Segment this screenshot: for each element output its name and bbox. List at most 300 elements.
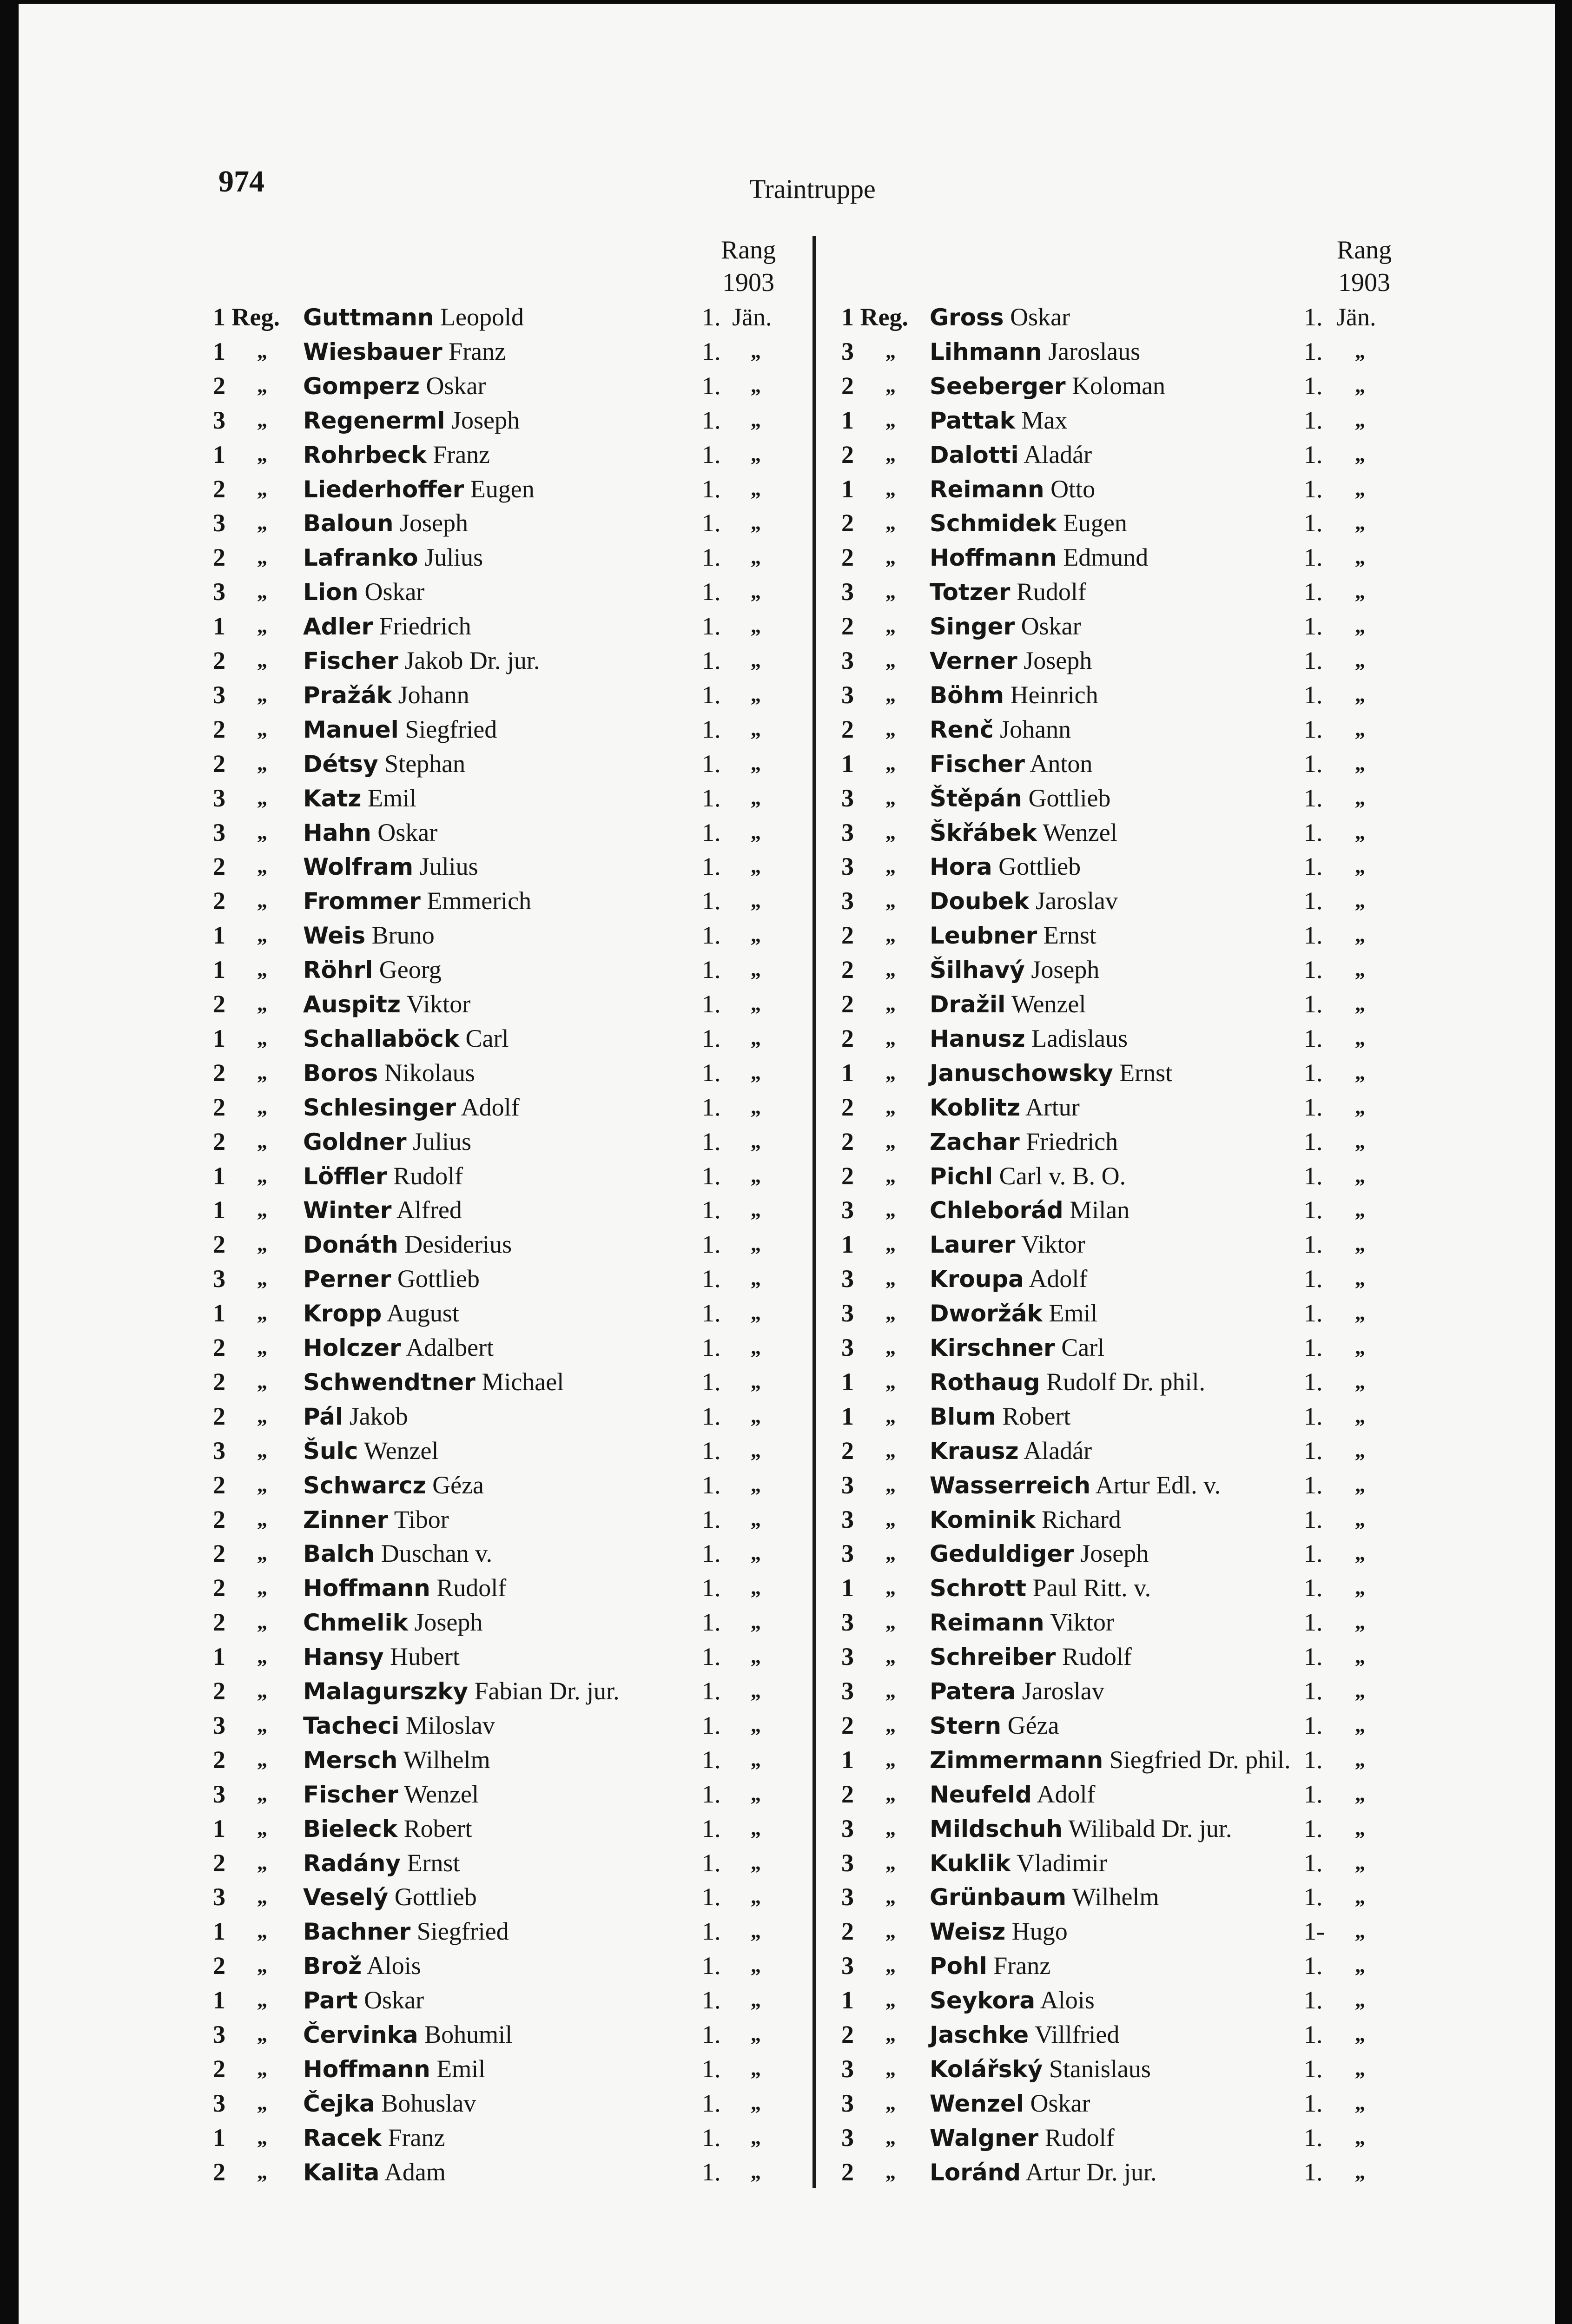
rank-day: 1. bbox=[702, 1780, 721, 1808]
regiment-number: 3 bbox=[213, 1780, 225, 1808]
officer-name bbox=[930, 1777, 1095, 1812]
regiment-number: 3 bbox=[841, 1265, 854, 1293]
ditto-mark: „ bbox=[1355, 1061, 1365, 1084]
ditto-mark: „ bbox=[1355, 1542, 1365, 1565]
given-name: Oskar bbox=[377, 818, 438, 846]
ditto-mark: „ bbox=[257, 1267, 267, 1290]
surname: Čejka bbox=[303, 2090, 375, 2117]
ditto-mark: „ bbox=[885, 1267, 896, 1290]
officer-name bbox=[930, 1330, 1104, 1365]
ditto-mark: „ bbox=[257, 1645, 267, 1668]
given-name: Jaroslav bbox=[1022, 1677, 1104, 1705]
register-row bbox=[19, 746, 1552, 781]
given-name: Géza bbox=[1007, 1711, 1059, 1739]
regiment-number: 1 Reg. bbox=[841, 303, 908, 331]
ditto-mark: „ bbox=[885, 1336, 896, 1359]
officer-name bbox=[930, 781, 1110, 816]
ditto-mark: „ bbox=[257, 717, 267, 740]
ditto-mark: „ bbox=[885, 683, 896, 706]
ditto-mark: „ bbox=[1355, 442, 1365, 466]
ditto-mark: „ bbox=[885, 820, 896, 844]
given-name: Franz bbox=[433, 440, 490, 469]
ditto-mark: „ bbox=[885, 1164, 896, 1187]
officer-name bbox=[930, 1227, 1085, 1262]
officer-name bbox=[930, 2086, 1090, 2121]
given-name: Robert bbox=[1002, 1402, 1071, 1430]
rank-month: Jän. bbox=[1336, 303, 1376, 331]
surname: Holczer bbox=[303, 1334, 401, 1361]
rank-day: 1. bbox=[702, 784, 721, 812]
surname: Manuel bbox=[303, 716, 399, 743]
rank-day: 1. bbox=[702, 1265, 721, 1293]
ditto-mark: „ bbox=[751, 2126, 761, 2149]
regiment-number: 3 bbox=[841, 1608, 854, 1637]
surname: Gross bbox=[930, 304, 1004, 331]
given-name: Rudolf Dr. phil. bbox=[1046, 1367, 1205, 1396]
officer-name bbox=[930, 1261, 1087, 1296]
regiment-number: 1 bbox=[213, 337, 225, 365]
surname: Bieleck bbox=[303, 1815, 398, 1842]
ditto-mark: „ bbox=[751, 1713, 761, 1736]
register-row bbox=[19, 815, 1552, 850]
officer-name bbox=[930, 1536, 1149, 1571]
ditto-mark: „ bbox=[885, 1782, 896, 1805]
ditto-mark: „ bbox=[751, 408, 761, 431]
register-row bbox=[19, 1914, 1552, 1948]
surname: Schallaböck bbox=[303, 1025, 460, 1052]
ditto-mark: „ bbox=[885, 1198, 896, 1221]
officer-name bbox=[930, 849, 1081, 884]
rank-day: 1. bbox=[702, 1952, 721, 1980]
rank-day: 1. bbox=[702, 371, 721, 400]
officer-name bbox=[930, 2052, 1151, 2086]
register-row bbox=[19, 781, 1552, 815]
surname: Kirschner bbox=[930, 1334, 1055, 1361]
ditto-mark: „ bbox=[885, 1954, 896, 1977]
ditto-mark: „ bbox=[257, 1816, 267, 1840]
officer-name bbox=[930, 884, 1118, 918]
ditto-mark: „ bbox=[257, 1164, 267, 1187]
given-name: Emil bbox=[1049, 1299, 1098, 1327]
regiment-number: 2 bbox=[213, 543, 225, 572]
ditto-mark: „ bbox=[751, 1026, 761, 1050]
ditto-mark: „ bbox=[257, 546, 267, 569]
regiment-number: 1 bbox=[841, 1367, 854, 1396]
rank-day: 1. bbox=[1304, 1677, 1323, 1705]
regiment-number: 2 bbox=[213, 1402, 225, 1430]
given-name: Vladimir bbox=[1016, 1849, 1107, 1877]
surname: Seykora bbox=[930, 1987, 1036, 2014]
given-name: Carl v. B. O. bbox=[999, 1162, 1126, 1190]
surname: Neufeld bbox=[930, 1781, 1032, 1808]
register-row bbox=[19, 1502, 1552, 1537]
given-name: Alois bbox=[366, 1952, 421, 1980]
regiment-number: 3 bbox=[213, 2089, 225, 2117]
ditto-mark: „ bbox=[1355, 477, 1365, 500]
rank-day: 1. bbox=[1304, 1574, 1323, 1602]
ditto-mark: „ bbox=[257, 442, 267, 466]
register-row bbox=[19, 540, 1552, 574]
regiment-number: 2 bbox=[841, 2020, 854, 2048]
given-name: Viktor bbox=[406, 990, 471, 1018]
ditto-mark: „ bbox=[1355, 1954, 1365, 1977]
ditto-mark: „ bbox=[751, 1061, 761, 1084]
given-name: Artur bbox=[1025, 1093, 1080, 1121]
given-name: Wenzel bbox=[1011, 990, 1086, 1018]
register-row bbox=[19, 1468, 1552, 1502]
regiment-number: 2 bbox=[213, 371, 225, 400]
register-row bbox=[19, 369, 1552, 403]
regiment-number: 1 bbox=[213, 921, 225, 950]
surname: Lihmann bbox=[930, 338, 1042, 365]
rank-header-label: Rang bbox=[1336, 236, 1392, 264]
ditto-mark: „ bbox=[885, 992, 896, 1015]
officer-name bbox=[930, 678, 1098, 713]
ditto-mark: „ bbox=[257, 477, 267, 500]
rank-day: 1. bbox=[702, 337, 721, 365]
given-name: Miloslav bbox=[405, 1711, 495, 1739]
ditto-mark: „ bbox=[751, 1473, 761, 1496]
given-name: Viktor bbox=[1050, 1608, 1114, 1637]
ditto-mark: „ bbox=[885, 546, 896, 569]
ditto-mark: „ bbox=[1355, 1198, 1365, 1221]
given-name: Milan bbox=[1070, 1196, 1130, 1224]
given-name: Rudolf bbox=[436, 1574, 507, 1602]
given-name: Gottlieb bbox=[1028, 784, 1111, 812]
given-name: Bruno bbox=[371, 921, 435, 950]
ditto-mark: „ bbox=[1355, 683, 1365, 706]
officer-name bbox=[930, 1124, 1118, 1159]
ditto-mark: „ bbox=[1355, 820, 1365, 844]
officer-name bbox=[930, 2155, 1157, 2190]
officer-name bbox=[930, 1502, 1121, 1537]
regiment-number: 2 bbox=[213, 749, 225, 778]
surname: Pohl bbox=[930, 1953, 987, 1980]
ditto-mark: „ bbox=[257, 511, 267, 535]
given-name: Ladislaus bbox=[1031, 1024, 1128, 1052]
rank-month: Jän. bbox=[732, 303, 772, 331]
ditto-mark: „ bbox=[885, 1473, 896, 1496]
ditto-mark: „ bbox=[1355, 580, 1365, 603]
given-name: Bohuslav bbox=[381, 2089, 476, 2117]
regiment-number: 2 bbox=[213, 1952, 225, 1980]
officer-name bbox=[930, 1605, 1114, 1640]
ditto-mark: „ bbox=[751, 1370, 761, 1393]
regiment-number: 2 bbox=[841, 1127, 854, 1155]
register-row bbox=[19, 849, 1552, 884]
ditto-mark: „ bbox=[1355, 1782, 1365, 1805]
surname: Détsy bbox=[303, 750, 378, 778]
rank-day: 1. bbox=[702, 543, 721, 572]
surname: Hoffmann bbox=[930, 544, 1057, 572]
rank-day: 1. bbox=[1304, 1230, 1323, 1259]
ditto-mark: „ bbox=[751, 477, 761, 500]
given-name: Hugo bbox=[1011, 1917, 1068, 1946]
regiment-number: 3 bbox=[841, 1849, 854, 1877]
regiment-number: 2 bbox=[841, 1917, 854, 1946]
given-name: Fabian Dr. jur. bbox=[474, 1677, 620, 1705]
rank-day: 1. bbox=[1304, 406, 1323, 434]
rank-day: 1. bbox=[702, 1849, 721, 1877]
ditto-mark: „ bbox=[257, 374, 267, 397]
surname: Schmidek bbox=[930, 510, 1057, 537]
rank-day: 1. bbox=[702, 680, 721, 709]
register-row bbox=[19, 884, 1552, 918]
ditto-mark: „ bbox=[751, 1679, 761, 1702]
ditto-mark: „ bbox=[257, 1026, 267, 1050]
surname: Krausz bbox=[930, 1437, 1019, 1465]
register-row bbox=[19, 1571, 1552, 1605]
surname: Kalita bbox=[303, 2159, 380, 2186]
surname: Schlesinger bbox=[303, 1094, 456, 1121]
rank-day: 1. bbox=[702, 887, 721, 915]
ditto-mark: „ bbox=[885, 511, 896, 535]
rank-day: 1. bbox=[702, 1505, 721, 1533]
rank-day: 1. bbox=[1304, 1196, 1323, 1224]
given-name: Rudolf bbox=[1044, 2123, 1115, 2152]
rank-day: 1. bbox=[702, 1608, 721, 1637]
given-name: Franz bbox=[993, 1952, 1051, 1980]
register-row bbox=[19, 1399, 1552, 1433]
ditto-mark: „ bbox=[257, 992, 267, 1015]
surname: Seeberger bbox=[930, 372, 1066, 400]
officer-name bbox=[930, 1948, 1050, 1983]
ditto-mark: „ bbox=[1355, 752, 1365, 775]
officer-name bbox=[930, 403, 1067, 438]
rank-day: 1. bbox=[1304, 1745, 1323, 1774]
rank-day: 1. bbox=[1304, 1127, 1323, 1155]
regiment-number: 2 bbox=[213, 715, 225, 743]
rank-day: 1. bbox=[1304, 1986, 1323, 2014]
surname: Schwarcz bbox=[303, 1472, 426, 1499]
regiment-number: 2 bbox=[841, 715, 854, 743]
ditto-mark: „ bbox=[257, 1370, 267, 1393]
given-name: Rudolf bbox=[1016, 578, 1086, 606]
rank-day: 1. bbox=[702, 749, 721, 778]
regiment-number: 2 bbox=[841, 1436, 854, 1465]
ditto-mark: „ bbox=[257, 1885, 267, 1908]
regiment-number: 2 bbox=[213, 1471, 225, 1499]
rank-day: 1. bbox=[702, 612, 721, 640]
ditto-mark: „ bbox=[751, 1782, 761, 1805]
surname: Singer bbox=[930, 613, 1015, 640]
surname: Weis bbox=[303, 922, 366, 950]
ditto-mark: „ bbox=[257, 683, 267, 706]
ditto-mark: „ bbox=[257, 889, 267, 912]
given-name: Rudolf bbox=[1062, 1643, 1132, 1671]
regiment-number: 3 bbox=[213, 680, 225, 709]
ditto-mark: „ bbox=[1355, 2057, 1365, 2080]
rank-day: 1. bbox=[702, 1196, 721, 1224]
given-name: Artur Edl. v. bbox=[1095, 1471, 1221, 1499]
regiment-number: 2 bbox=[841, 509, 854, 537]
ditto-mark: „ bbox=[1355, 1645, 1365, 1668]
rank-day: 1. bbox=[702, 2158, 721, 2186]
given-name: Johann bbox=[1000, 715, 1071, 743]
register-row bbox=[19, 1433, 1552, 1468]
officer-name bbox=[930, 1159, 1126, 1194]
ditto-mark: „ bbox=[1355, 1026, 1365, 1050]
given-name: Jaroslav bbox=[1035, 887, 1118, 915]
rank-day: 1. bbox=[702, 440, 721, 469]
ditto-mark: „ bbox=[1355, 1370, 1365, 1393]
regiment-number: 2 bbox=[213, 475, 225, 503]
officer-name bbox=[930, 643, 1092, 678]
given-name: Eugen bbox=[470, 475, 535, 503]
given-name: Johann bbox=[398, 680, 469, 709]
register-row bbox=[19, 300, 1552, 334]
ditto-mark: „ bbox=[1355, 1336, 1365, 1359]
rank-day: 1. bbox=[702, 1402, 721, 1430]
ditto-mark: „ bbox=[257, 1542, 267, 1565]
surname: Červinka bbox=[303, 2021, 418, 2048]
ditto-mark: „ bbox=[1355, 1851, 1365, 1874]
rank-day: 1. bbox=[1304, 2158, 1323, 2186]
given-name: Emil bbox=[368, 784, 416, 812]
officer-name bbox=[930, 2120, 1115, 2155]
ditto-mark: „ bbox=[751, 2057, 761, 2080]
rank-day: 1. bbox=[1304, 1162, 1323, 1190]
surname: Winter bbox=[303, 1197, 392, 1224]
given-name: Julius bbox=[424, 543, 483, 572]
surname: Chleborád bbox=[930, 1197, 1063, 1224]
officer-name bbox=[930, 437, 1092, 472]
ditto-mark: „ bbox=[257, 1611, 267, 1634]
regiment-number: 2 bbox=[213, 1608, 225, 1637]
surname: Weisz bbox=[930, 1918, 1006, 1946]
register-row bbox=[19, 2052, 1552, 2086]
regiment-number: 3 bbox=[841, 2054, 854, 2083]
surname: Pál bbox=[303, 1403, 343, 1430]
regiment-number: 3 bbox=[841, 1677, 854, 1705]
ditto-mark: „ bbox=[1355, 1129, 1365, 1153]
rank-day: 1. bbox=[1304, 1883, 1323, 1911]
given-name: Emil bbox=[436, 2054, 486, 2083]
given-name: Jakob Dr. jur. bbox=[404, 647, 540, 674]
ditto-mark: „ bbox=[885, 1542, 896, 1565]
rank-day: 1. bbox=[1304, 337, 1323, 365]
ditto-mark: „ bbox=[257, 1748, 267, 1771]
regiment-number: 2 bbox=[841, 371, 854, 400]
surname: Hoffmann bbox=[303, 2055, 430, 2083]
officer-name bbox=[930, 1983, 1095, 2018]
given-name: Joseph bbox=[414, 1608, 483, 1637]
rank-day: 1. bbox=[702, 475, 721, 503]
surname: Schrott bbox=[930, 1575, 1027, 1602]
rank-day: 1. bbox=[1304, 956, 1323, 984]
rank-day: 1. bbox=[1304, 1814, 1323, 1842]
rank-day: 1. bbox=[702, 1127, 721, 1155]
regiment-number: 3 bbox=[841, 1299, 854, 1327]
surname: Wiesbauer bbox=[303, 338, 443, 365]
given-name: Joseph bbox=[400, 509, 469, 537]
ditto-mark: „ bbox=[257, 1061, 267, 1084]
given-name: Otto bbox=[1050, 475, 1096, 503]
regiment-number: 1 bbox=[213, 1814, 225, 1842]
ditto-mark: „ bbox=[751, 1439, 761, 1462]
given-name: Hubert bbox=[390, 1643, 460, 1671]
officer-name bbox=[930, 300, 1070, 335]
surname: Walgner bbox=[930, 2124, 1039, 2152]
rank-day: 1. bbox=[1304, 647, 1323, 674]
rank-day: 1. bbox=[1304, 1299, 1323, 1327]
surname: Malagurszky bbox=[303, 1678, 469, 1705]
surname: Rohrbeck bbox=[303, 441, 427, 469]
regiment-number: 2 bbox=[213, 1093, 225, 1121]
ditto-mark: „ bbox=[257, 1782, 267, 1805]
ditto-mark: „ bbox=[1355, 786, 1365, 809]
ditto-mark: „ bbox=[885, 958, 896, 981]
ditto-mark: „ bbox=[257, 2091, 267, 2114]
ditto-mark: „ bbox=[885, 1404, 896, 1427]
given-name: Alois bbox=[1040, 1986, 1095, 2014]
officer-name bbox=[930, 918, 1096, 953]
register-row bbox=[19, 987, 1552, 1021]
ditto-mark: „ bbox=[1355, 1679, 1365, 1702]
ditto-mark: „ bbox=[257, 649, 267, 672]
given-name: Wenzel bbox=[404, 1780, 479, 1808]
ditto-mark: „ bbox=[751, 889, 761, 912]
regiment-number: 2 bbox=[213, 887, 225, 915]
ditto-mark: „ bbox=[1355, 1816, 1365, 1840]
ditto-mark: „ bbox=[1355, 889, 1365, 912]
register-row bbox=[19, 609, 1552, 643]
ditto-mark: „ bbox=[257, 2160, 267, 2183]
rank-header-left bbox=[702, 234, 795, 299]
surname: Kominik bbox=[930, 1506, 1036, 1533]
given-name: Adolf bbox=[461, 1093, 520, 1121]
rank-day: 1. bbox=[1304, 1093, 1323, 1121]
rank-day: 1. bbox=[1304, 1780, 1323, 1808]
surname: Böhm bbox=[930, 681, 1004, 709]
surname: Renč bbox=[930, 716, 994, 743]
regiment-number: 3 bbox=[841, 784, 854, 812]
register-row bbox=[19, 472, 1552, 506]
regiment-number: 2 bbox=[841, 1780, 854, 1808]
register-row bbox=[19, 1193, 1552, 1227]
surname: Šilhavý bbox=[930, 957, 1025, 984]
regiment-number: 2 bbox=[213, 1058, 225, 1087]
regiment-number: 2 bbox=[841, 2158, 854, 2186]
ditto-mark: „ bbox=[1355, 855, 1365, 878]
given-name: Wilhelm bbox=[1072, 1883, 1159, 1911]
surname: Verner bbox=[930, 647, 1017, 674]
rank-day: 1. bbox=[1304, 303, 1323, 331]
ditto-mark: „ bbox=[257, 580, 267, 603]
page bbox=[19, 4, 1555, 2324]
regiment-number: 2 bbox=[213, 1127, 225, 1155]
given-name: Oskar bbox=[1021, 612, 1081, 640]
regiment-number: 3 bbox=[841, 1334, 854, 1361]
ditto-mark: „ bbox=[885, 1885, 896, 1908]
rank-day: 1. bbox=[1304, 921, 1323, 950]
given-name: Richard bbox=[1041, 1505, 1121, 1533]
regiment-number: 3 bbox=[213, 509, 225, 537]
ditto-mark: „ bbox=[751, 1507, 761, 1531]
given-name: Artur Dr. jur. bbox=[1025, 2158, 1157, 2186]
surname: Totzer bbox=[930, 579, 1011, 606]
given-name: Anton bbox=[1030, 749, 1093, 778]
ditto-mark: „ bbox=[257, 1920, 267, 1943]
given-name: Joseph bbox=[1024, 647, 1092, 674]
rank-day: 1. bbox=[1304, 749, 1323, 778]
rank-day: 1. bbox=[702, 2020, 721, 2048]
regiment-number: 3 bbox=[213, 2020, 225, 2048]
regiment-number: 2 bbox=[213, 1334, 225, 1361]
register-row bbox=[19, 574, 1552, 609]
rank-day: 1. bbox=[702, 1917, 721, 1946]
ditto-mark: „ bbox=[751, 374, 761, 397]
